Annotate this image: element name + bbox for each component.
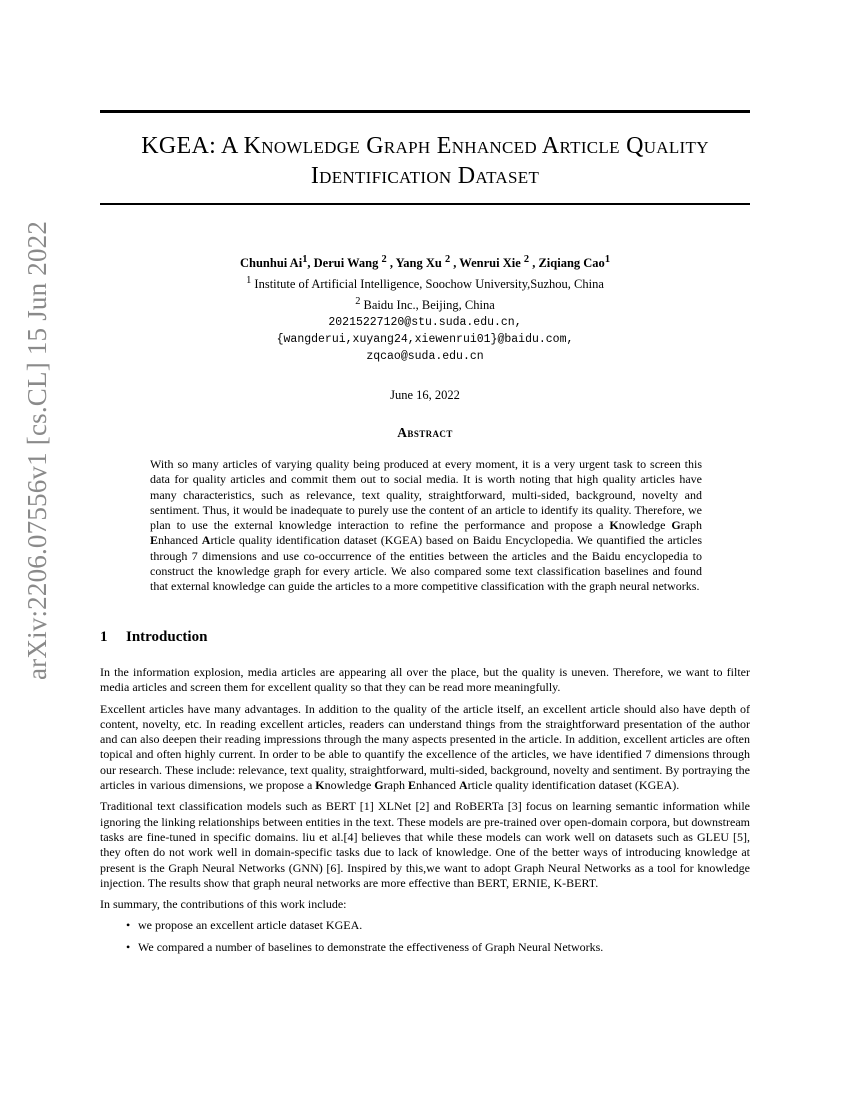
section-heading-introduction: [100, 629, 750, 646]
affiliation-text: Institute of Artificial Intelligence, Soochow University,Suzhou, China: [254, 277, 604, 292]
author-name: Chunhui Ai: [239, 256, 303, 271]
list-item-text: we propose an excellent article dataset KGEA.: [138, 918, 363, 933]
introduction-body: [100, 665, 750, 961]
author-affiliation-mark: 2: [381, 254, 387, 265]
paragraph: [100, 702, 750, 794]
paragraph: In summary, the contributions of this work include:: [100, 897, 347, 912]
author-email[interactable]: 20215227120@stu.suda.edu.cn,: [328, 316, 522, 330]
author-affiliation-mark: 2: [444, 254, 451, 265]
abstract-part: With so many articles of varying quality being produced at every moment, it is a very urgent task to screen this data for quality articles and commit them out to social media. It is worth noting that high quality articles have many characteristics, such as relevance, text quality, straightforward, multi-sided, background, novelty and sentiment. Thus, it would be inadequate to purely use the content of an article to identify its quality. Therefore, we plan to use the external knowledge interaction to refine the performance and propose a: [150, 457, 702, 533]
paragraph: In the information explosion, media articles are appearing all over the place, but the quality is uneven. Therefore, we want to filter media articles and screen them for excellent quality so that they can be read more meaningfully.: [100, 665, 750, 695]
abstract-part: nowledge: [618, 518, 672, 533]
abstract-part: rticle quality identification dataset (KGEA) based on Baidu Encyclopedia. We quantified the articles through 7 dimensions and use co-occurrence of the entities between the articles and the Baidu encyclopedia to construct the knowledge graph for every article. We also compared some text classification baselines and found that external knowledge can guide the articles to a more competitive classification with the graph neural networks.: [150, 533, 702, 594]
paragraph-part: rticle quality identification dataset (KGEA).: [467, 778, 680, 793]
paragraph-part: nhanced: [415, 778, 459, 793]
abstract-heading: Abstract: [397, 425, 453, 440]
acronym-letter: K: [609, 518, 619, 533]
arxiv-identifier-stamp[interactable]: arXiv:2206.07556v1 [cs.CL] 15 Jun 2022: [22, 220, 52, 680]
author-name: Derui Wang: [313, 256, 379, 271]
paragraph-part: nowledge: [324, 778, 375, 793]
paragraph: Traditional text classification models such as BERT [1] XLNet [2] and RoBERTa [3] focus on learning semantic information while ignoring the linking relationships between entities in the text. These models are pre-trained over open-domain corpora, but downstream tasks are fine-tuned in specific domains. liu et al.[4] believes that while these models can work well on datasets such as GLEU [5], they often do not work well in domain-specific tasks due to lack of knowledge. One of the better ways of introducing knowledge at present is the Graph Neural Networks (GNN) [6]. Inspired by this,we want to adopt Graph Neural Networks as a tool for knowledge injection. The results show that graph neural networks are more effective than BERT, ERNIE, K-BERT.: [100, 799, 750, 890]
title-top-rule: [100, 110, 750, 113]
paragraph-part: raph: [383, 778, 408, 793]
acronym-letter: G: [374, 778, 384, 793]
author-name: Wenrui Xie: [459, 256, 521, 271]
affiliation-1: [100, 272, 750, 293]
abstract-text: [150, 457, 702, 595]
title-line-2: Identification Dataset: [310, 163, 540, 189]
affiliation-2: [100, 293, 750, 314]
abstract-part: raph: [680, 518, 702, 533]
author-email[interactable]: {wangderui,xuyang24,xiewenrui01}@baidu.com,: [276, 333, 574, 347]
title-bottom-rule: [100, 203, 750, 205]
author-affiliation-mark: 2: [523, 254, 530, 265]
title-line-1: KGEA: A Knowledge Graph Enhanced Article Quality: [141, 133, 709, 159]
acronym-letter: A: [201, 533, 211, 548]
section-title: Introduction: [126, 629, 208, 645]
abstract-part: nhanced: [158, 533, 202, 548]
author-email[interactable]: zqcao@suda.edu.cn: [366, 350, 484, 364]
acronym-letter: G: [671, 518, 681, 533]
acronym-letter: K: [315, 778, 325, 793]
affiliation-text: Baidu Inc., Beijing, China: [363, 298, 495, 313]
author-affiliation-mark: 1: [604, 254, 611, 265]
list-item: [126, 939, 750, 955]
list-item: [126, 918, 750, 933]
paragraph-part: Excellent articles have many advantages. In addition to the quality of the article itself, an excellent article should also have depth of content, novelty, etc. In reading excellent articles, readers can understand things from the straightforward presentation of the author and can also deepen their reading impressions through the many aspects presented in the article. In addition, excellent articles are often topical and often highly current. In order to be able to quantify the excellence of the articles, we have identified 7 dimensions through our research. These include: relevance, text quality, straightforward, multi-sided, background, novelty and sentiment. By portraying the articles in various dimensions, we propose a: [100, 701, 750, 793]
acronym-letter: A: [458, 778, 468, 793]
author-affiliation-mark: 1: [302, 254, 308, 265]
bullet-icon: •: [126, 918, 131, 933]
affiliation-mark: 1: [246, 275, 252, 287]
author-name: Yang Xu: [395, 256, 442, 271]
author-name: Ziqiang Cao: [538, 256, 605, 271]
acronym-letter: E: [150, 533, 159, 548]
section-number: 1: [100, 629, 108, 645]
contributions-list: [100, 918, 750, 955]
author-names: Chunhui Ai$^1$, Derui Wang $^2$ , Yang Xu $^2$ , Wenrui Xie $^2$ , Ziqiang Cao$^1$: [239, 254, 611, 271]
author-block: [100, 251, 750, 365]
list-item-text: We compared a number of baselines to demonstrate the effectiveness of Graph Neural Networks.: [138, 939, 604, 954]
paper-date: June 16, 2022: [390, 388, 460, 402]
bullet-icon: •: [126, 939, 131, 954]
paper-title: [100, 131, 750, 191]
affiliation-mark: 2: [355, 296, 361, 308]
acronym-letter: E: [407, 778, 416, 793]
